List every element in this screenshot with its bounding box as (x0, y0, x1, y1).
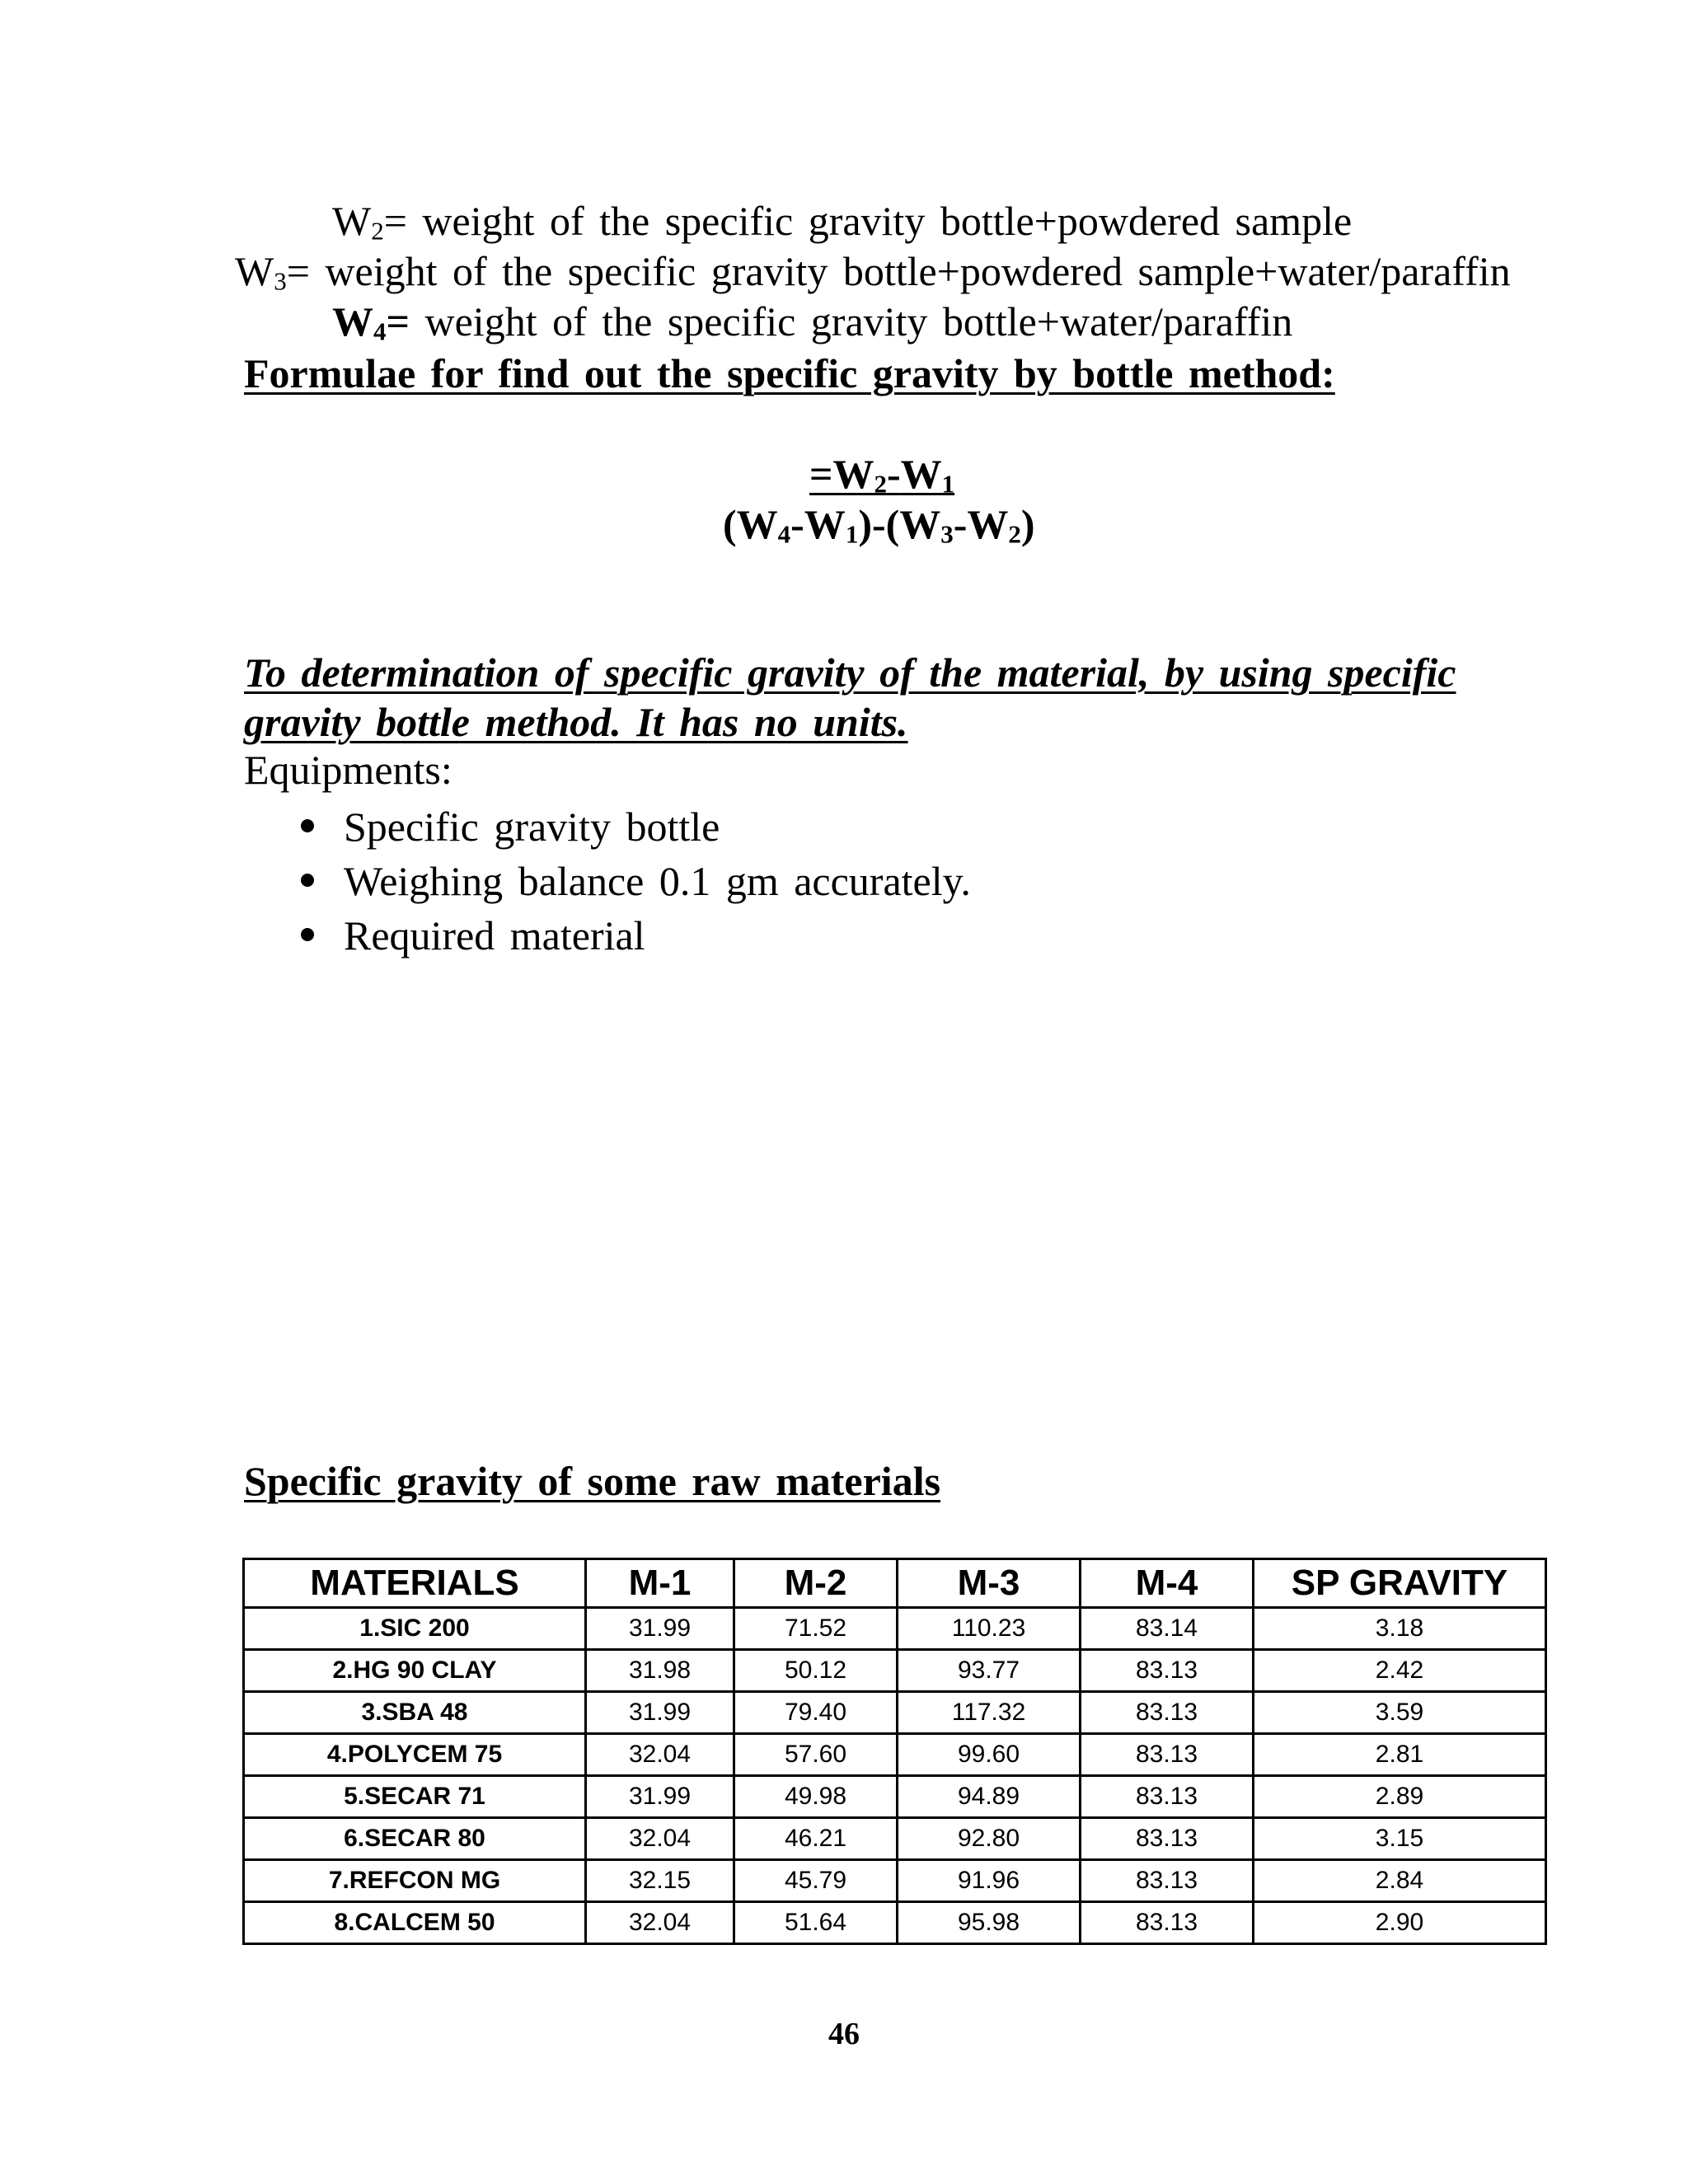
cell-m1: 31.99 (586, 1608, 734, 1650)
cell-m4: 83.13 (1081, 1860, 1254, 1902)
cell-material: 6.SECAR 80 (244, 1818, 586, 1860)
formula-heading: Formulae for find out the specific gravity by bottle method: (244, 350, 1335, 396)
table-title: Specific gravity of some raw materials (244, 1458, 941, 1504)
header-sp-gravity: SP GRAVITY (1254, 1559, 1546, 1608)
cell-sp-gravity: 2.89 (1254, 1776, 1546, 1818)
w4-text: weight of the specific gravity bottle+water/paraffin (410, 298, 1293, 344)
table-row (244, 1608, 1546, 1650)
cell-m2: 51.64 (734, 1902, 898, 1944)
bullet-icon (301, 928, 314, 941)
cell-m3: 110.23 (898, 1608, 1081, 1650)
bullet-icon (301, 874, 314, 887)
equipment-item-label: Weighing balance 0.1 gm accurately. (344, 858, 971, 904)
w3-text: = weight of the specific gravity bottle+powdered sample+water/paraffin (286, 248, 1511, 294)
cell-m2: 79.40 (734, 1692, 898, 1734)
header-materials: MATERIALS (244, 1559, 586, 1608)
cell-material: 8.CALCEM 50 (244, 1902, 586, 1944)
cell-material: 1.SIC 200 (244, 1608, 586, 1650)
cell-m1: 32.15 (586, 1860, 734, 1902)
cell-m3: 117.32 (898, 1692, 1081, 1734)
w2-subscript: 2 (371, 216, 384, 246)
w2-text: = weight of the specific gravity bottle+powdered sample (383, 198, 1353, 244)
w3-symbol: W (235, 248, 274, 294)
cell-m1: 31.99 (586, 1776, 734, 1818)
table-row (244, 1818, 1546, 1860)
cell-m1: 31.98 (586, 1650, 734, 1692)
cell-m1: 31.99 (586, 1692, 734, 1734)
cell-m4: 83.13 (1081, 1650, 1254, 1692)
cell-sp-gravity: 3.59 (1254, 1692, 1546, 1734)
w4-equals: = (386, 298, 410, 344)
formula-den-sub: 3 (940, 519, 954, 549)
w4-subscript: 4 (373, 316, 387, 346)
w3-subscript: 3 (274, 266, 287, 296)
formula-den-sub: 2 (1008, 519, 1021, 549)
w2-symbol: W (332, 198, 372, 244)
equipment-list (301, 799, 971, 963)
cell-sp-gravity: 2.81 (1254, 1734, 1546, 1776)
formula-denominator (723, 499, 1035, 549)
formula-numerator (809, 449, 954, 499)
formula-den-part: -W (790, 501, 846, 547)
formula-equals: = (809, 451, 833, 497)
cell-m4: 83.13 (1081, 1902, 1254, 1944)
cell-sp-gravity: 2.42 (1254, 1650, 1546, 1692)
page-number: 46 (828, 2017, 860, 2051)
cell-m2: 46.21 (734, 1818, 898, 1860)
definition-w2 (332, 196, 1352, 246)
table-row (244, 1776, 1546, 1818)
formula-num-b: W (900, 451, 942, 497)
objective-line-2: gravity bottle method. It has no units. (244, 699, 908, 745)
definition-w4 (332, 297, 1292, 346)
cell-m2: 50.12 (734, 1650, 898, 1692)
cell-m3: 99.60 (898, 1734, 1081, 1776)
bullet-icon (301, 819, 314, 832)
definition-w3 (235, 246, 1511, 296)
header-m2: M-2 (734, 1559, 898, 1608)
cell-material: 2.HG 90 CLAY (244, 1650, 586, 1692)
formula-num-a-sub: 2 (874, 469, 887, 499)
equipment-item-label: Specific gravity bottle (344, 804, 720, 850)
formula-den-part: -W (953, 501, 1009, 547)
cell-m3: 94.89 (898, 1776, 1081, 1818)
equipment-item (301, 854, 971, 908)
w4-symbol: W (332, 298, 373, 344)
objective-line-1: To determination of specific gravity of the material, by using specific (244, 649, 1456, 696)
cell-sp-gravity: 3.15 (1254, 1818, 1546, 1860)
cell-m4: 83.13 (1081, 1776, 1254, 1818)
table-row (244, 1860, 1546, 1902)
equipment-item (301, 799, 971, 854)
header-m3: M-3 (898, 1559, 1081, 1608)
formula-den-sub: 4 (777, 519, 791, 549)
cell-m3: 95.98 (898, 1902, 1081, 1944)
table-row (244, 1650, 1546, 1692)
equipment-item (301, 908, 971, 963)
cell-m4: 83.13 (1081, 1692, 1254, 1734)
formula-num-a: W (832, 451, 874, 497)
formula-den-part: ) (1020, 501, 1035, 547)
cell-m1: 32.04 (586, 1902, 734, 1944)
cell-m4: 83.13 (1081, 1734, 1254, 1776)
formula-num-minus: - (887, 451, 901, 497)
formula-den-part: )-(W (858, 501, 941, 547)
cell-m2: 45.79 (734, 1860, 898, 1902)
cell-sp-gravity: 2.84 (1254, 1860, 1546, 1902)
cell-material: 4.POLYCEM 75 (244, 1734, 586, 1776)
header-m4: M-4 (1081, 1559, 1254, 1608)
cell-material: 3.SBA 48 (244, 1692, 586, 1734)
formula-den-part: (W (723, 501, 778, 547)
cell-m4: 83.14 (1081, 1608, 1254, 1650)
equipment-item-label: Required material (344, 912, 645, 958)
equipments-label: Equipments: (244, 747, 452, 793)
cell-m3: 92.80 (898, 1818, 1081, 1860)
cell-sp-gravity: 2.90 (1254, 1902, 1546, 1944)
table-row (244, 1692, 1546, 1734)
table-row (244, 1734, 1546, 1776)
cell-m2: 57.60 (734, 1734, 898, 1776)
cell-m1: 32.04 (586, 1734, 734, 1776)
formula-den-sub: 1 (845, 519, 859, 549)
table-row (244, 1902, 1546, 1944)
cell-m3: 93.77 (898, 1650, 1081, 1692)
cell-material: 7.REFCON MG (244, 1860, 586, 1902)
cell-m3: 91.96 (898, 1860, 1081, 1902)
formula-num-b-sub: 1 (941, 469, 955, 499)
cell-m2: 71.52 (734, 1608, 898, 1650)
cell-material: 5.SECAR 71 (244, 1776, 586, 1818)
cell-m4: 83.13 (1081, 1818, 1254, 1860)
table-header-row (244, 1559, 1546, 1608)
cell-m1: 32.04 (586, 1818, 734, 1860)
specific-gravity-table (242, 1558, 1547, 1945)
header-m1: M-1 (586, 1559, 734, 1608)
cell-m2: 49.98 (734, 1776, 898, 1818)
cell-sp-gravity: 3.18 (1254, 1608, 1546, 1650)
